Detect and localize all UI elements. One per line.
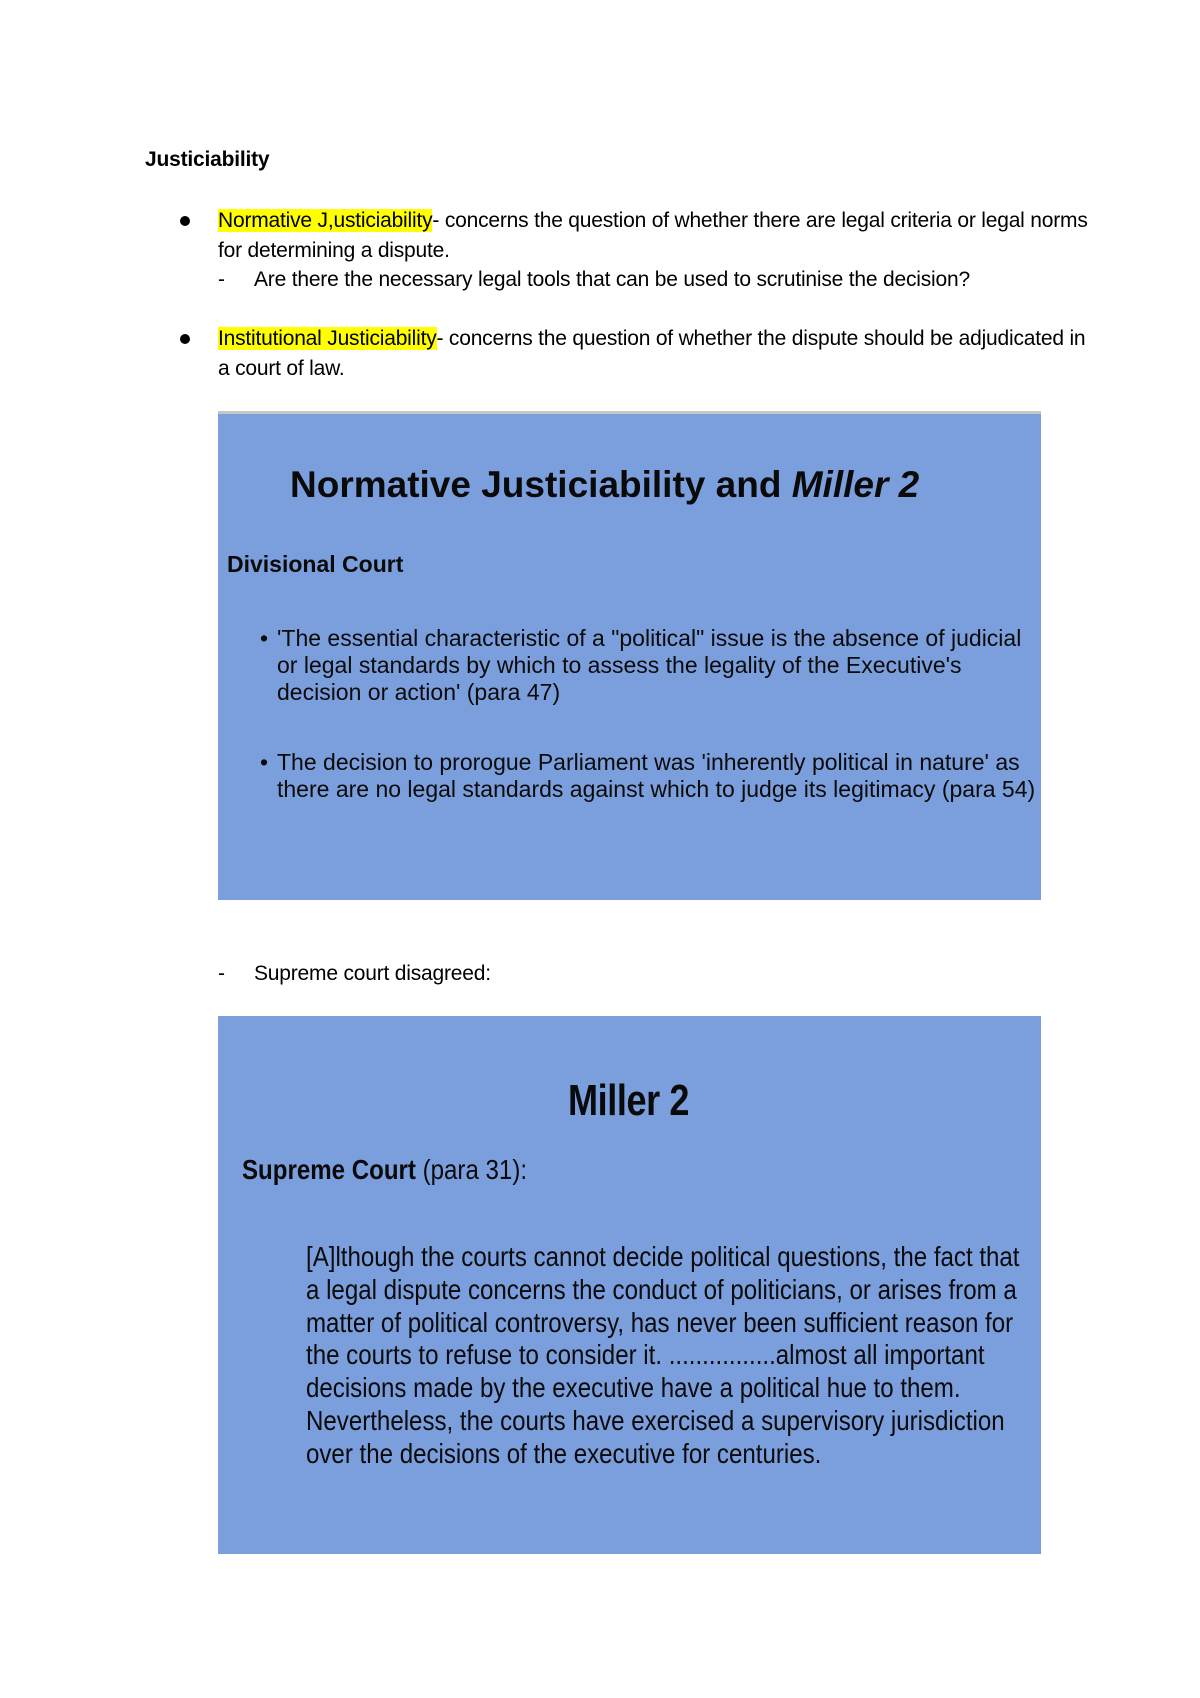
definition-normative xyxy=(218,206,1098,265)
slide-point xyxy=(260,749,1037,803)
slide-title-text: Normative Justiciability and xyxy=(290,464,792,505)
dash-marker: - xyxy=(218,962,225,985)
slide-subtitle-bold: Supreme Court xyxy=(242,1154,416,1185)
slide-title-italic: Miller 2 xyxy=(791,464,920,505)
definition-text: - concerns the question of whether the dispute should be adjudicated in a court of law. xyxy=(218,327,1086,380)
term-normative-justiciability: Normative J,usticiability xyxy=(218,209,433,232)
term-institutional-justiciability: Institutional Justiciability xyxy=(218,327,437,350)
slide-subtitle xyxy=(242,1154,527,1186)
dash-marker: - xyxy=(218,268,225,291)
bullet-icon: • xyxy=(260,625,269,651)
bullet-icon xyxy=(180,334,190,344)
slide-normative-justiciability xyxy=(218,411,1041,900)
sub-point-legal-tools xyxy=(218,265,225,295)
slide-miller-2 xyxy=(218,1016,1041,1554)
slide-title: Miller 2 xyxy=(567,1076,690,1125)
slide-title xyxy=(290,464,919,506)
sub-point-legal-tools-text: Are there the necessary legal tools that can be used to scrutinise the decision? xyxy=(254,268,970,291)
slide-quote: [A]lthough the courts cannot decide political questions, the fact that a legal dispute concerns the conduct of politicians, or arises from a matter of political controversy, has never been sufficient reason for the courts to refuse to consider it. ................almost all important decisions made by the executive have a political hue to them. Nevertheless, the courts have exercised a supervisory jurisdiction over the decisions of the executive for centuries. xyxy=(306,1241,1020,1469)
slide-subtitle: Divisional Court xyxy=(227,551,404,577)
slide-point-text: The decision to prorogue Parliament was 'inherently political in nature' as there are no legal standards against which to judge its legitimacy (para 54) xyxy=(277,749,1036,802)
sub-point-supreme-court-text: Supreme court disagreed: xyxy=(254,962,491,985)
definition-text: - concerns the question of whether there are legal criteria or legal norms for determining a dispute. xyxy=(218,209,1088,262)
slide-point xyxy=(260,625,1037,706)
slide-point-text: 'The essential characteristic of a "political" issue is the absence of judicial or legal standards by which to assess the legality of the Executive's decision or action' (para 47) xyxy=(277,625,1022,705)
definition-institutional xyxy=(218,324,1098,383)
bullet-icon: • xyxy=(260,749,269,775)
bullet-icon xyxy=(180,216,190,226)
document-title: Justiciability xyxy=(145,148,270,171)
slide-subtitle-rest: (para 31): xyxy=(415,1154,528,1185)
sub-point-supreme-court xyxy=(218,959,225,989)
